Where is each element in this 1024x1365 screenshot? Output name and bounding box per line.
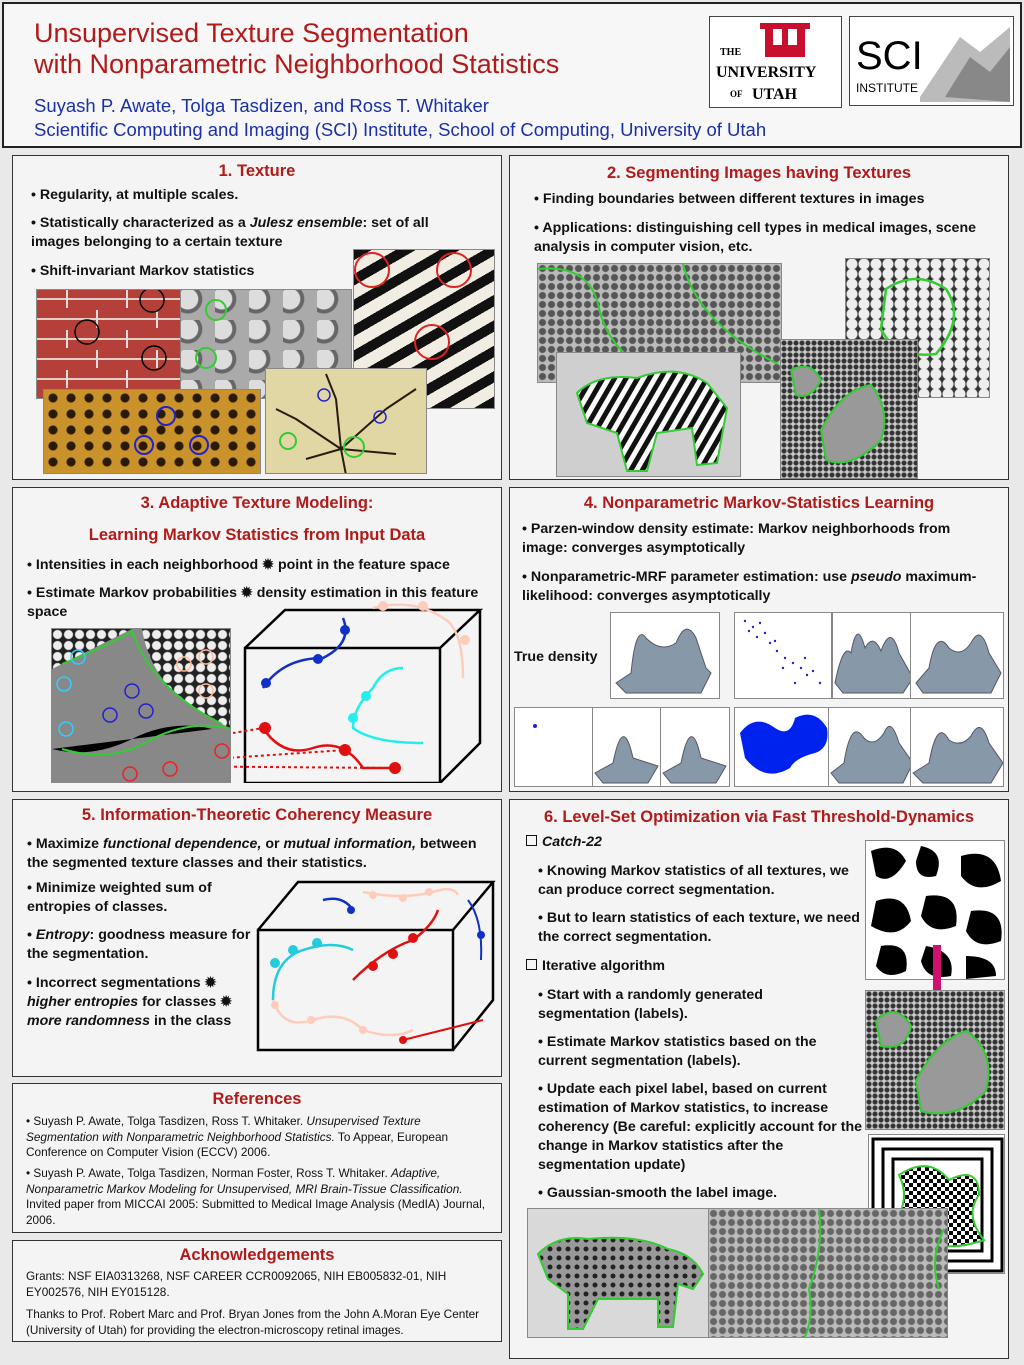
leopard-segmentation-image: [527, 1208, 712, 1338]
brick-texture-image: [36, 289, 189, 399]
logo-the: THE: [720, 47, 742, 58]
s5-b4a: • Incorrect segmentations: [27, 975, 205, 991]
ack-thanks: Thanks to Prof. Robert Marc and Prof. Bryan Jones from the John A.Moran Eye Center (University of Utah) for providing the electron-microscopy retinal images.: [26, 1307, 480, 1337]
reference-2: [26, 1166, 491, 1228]
s6-catch-bullet-1: • Knowing Markov statistics of all textures, we can produce correct segmentation.: [538, 863, 849, 898]
s4-b2-em: pseudo: [851, 569, 902, 585]
section-1-title: 1. Texture: [218, 162, 296, 180]
s5-b1-em1: functional dependence,: [102, 836, 262, 852]
s4-b2b: maximum-likelihood: converges asymptotically: [522, 569, 977, 604]
s5-bullet-4: [27, 974, 262, 1031]
university-of-utah-logo: [709, 16, 842, 108]
ref-2-authors: • Suyash P. Awate, Tolga Tasdizen, Norman Foster, Ross T. Whitaker.: [26, 1166, 391, 1180]
ref-2-title: Adaptive, Nonparametric Markov Modeling for Unsupervised, MRI Brain-Tissue Classification.: [26, 1166, 463, 1196]
cell-texture-segmentation-result: [708, 1208, 948, 1338]
authors: Suyash P. Awate, Tolga Tasdizen, and Ross T. Whitaker: [34, 95, 489, 116]
implies-icon: ✹: [262, 557, 275, 573]
acknowledgements-panel: [12, 1240, 502, 1342]
catch-22-heading: [526, 833, 602, 852]
segmentation-result-grass: [865, 990, 1005, 1130]
s4-bullet-2: [522, 568, 997, 606]
iterative-label: Iterative algorithm: [542, 958, 665, 974]
affiliation: Scientific Computing and Imaging (SCI) Institute, School of Computing, University of Utah: [34, 119, 767, 140]
header-panel: [2, 2, 1022, 148]
s5-b3-pre: •: [27, 927, 36, 943]
section-6-title: 6. Level-Set Optimization via Fast Threshold-Dynamics: [543, 808, 975, 826]
s5-bullet-1: [27, 835, 492, 873]
s1-b2-em: Julesz ensemble: [249, 215, 363, 231]
section-4-nonparametric-learning: [509, 487, 1009, 792]
zebras-segmentation-image: [556, 352, 741, 477]
section-6-level-set: [509, 799, 1009, 1359]
authors-block: [34, 94, 766, 142]
s3-b2a: • Estimate Markov probabilities: [27, 585, 241, 601]
gaussian-kernel-plot-1: [592, 707, 662, 787]
s5-b4-em2: more randomness: [27, 1013, 150, 1029]
grass-texture-segmentation-image: [780, 339, 918, 479]
s1-bullet-2: [31, 214, 441, 252]
s5-b4c: in the class: [150, 1013, 232, 1029]
logo-of: OF: [730, 89, 743, 99]
references-title: References: [212, 1090, 302, 1108]
s6-iter-bullet-3: • Update each pixel label, based on current estimation of Markov statistics, to increase coherency (Be careful: explicitly account for the change in Markov statistics after the segmentation update): [538, 1081, 863, 1173]
implies-icon: ✹: [220, 994, 233, 1010]
section-4-title: 4. Nonparametric Markov-Statistics Learning: [583, 494, 935, 512]
ref-2-venue: Invited paper from MICCAI 2005: Submitted to Medical Image Analysis (MedIA) Journal, 2006.: [26, 1197, 485, 1227]
s2-bullet-2: • Applications: distinguishing cell types in medical images, scene analysis in computer vision, etc.: [534, 220, 977, 255]
title-line-1: Unsupervised Texture Segmentation: [34, 18, 469, 48]
implies-icon: ✹: [240, 585, 253, 601]
s5-b4-em1: higher entropies: [27, 994, 139, 1010]
section-2-title: 2. Segmenting Images having Textures: [606, 164, 912, 182]
sample-scatter-plot-sparse: [734, 612, 832, 699]
ref-1-authors: • Suyash P. Awate, Tolga Tasdizen, Ross T. Whitaker.: [26, 1114, 307, 1128]
ack-grants: Grants: NSF EIA0313268, NSF CAREER CCR0092065, NIH EB005832-01, NIH EY002576, NIH EY015128.: [26, 1269, 447, 1299]
poster-title: [34, 18, 559, 80]
s2-bullet-1: • Finding boundaries between different textures in images: [534, 191, 925, 207]
estimated-density-plot-3: [828, 707, 914, 787]
s1-bullet-1: • Regularity, at multiple scales.: [31, 187, 239, 203]
branching-plant-image: [265, 368, 427, 474]
estimated-density-plot-1: [832, 612, 914, 699]
feature-space-cube-diagram: [233, 598, 498, 783]
checkbox-bullet-icon: [526, 835, 537, 846]
sci-institute-logo: [849, 16, 1014, 106]
s5-b4b: for classes: [138, 994, 221, 1010]
s3-b2b: density estimation in this feature space: [27, 585, 479, 620]
sample-scatter-plot-dense: [734, 707, 832, 787]
s1-bullet-3: • Shift-invariant Markov statistics: [31, 263, 255, 279]
ref-1-venue: To Appear, European Conference on Computer Vision (ECCV) 2006.: [26, 1129, 449, 1159]
leopard-texture-image: [43, 389, 261, 474]
s6-iter-bullet-2: • Estimate Markov statistics based on the current segmentation (labels).: [538, 1034, 817, 1069]
s3-b1a: • Intensities in each neighborhood: [27, 557, 263, 573]
s5-b1c: between the segmented texture classes and their statistics.: [27, 836, 477, 871]
s4-bullet-1: • Parzen-window density estimate: Markov neighborhoods from image: converges asymptotically: [522, 521, 951, 556]
references-panel: [12, 1083, 502, 1233]
s6-catch-bullet-2: • But to learn statistics of each texture, we need the correct segmentation.: [538, 910, 860, 945]
reference-1: [26, 1114, 491, 1161]
iterative-heading: [526, 957, 665, 976]
section-3-title-1: 3. Adaptive Texture Modeling:: [140, 494, 374, 512]
sci-mountain-icon: [850, 17, 1012, 105]
s5-b1b: or: [261, 836, 284, 852]
estimated-density-plot-2: [910, 612, 1004, 699]
s5-b3-em: Entropy: [35, 927, 90, 943]
s5-b3b: : goodness measure for the segmentation.: [27, 927, 251, 962]
logo-utah: UTAH: [752, 86, 798, 103]
s6-iter-bullet-1: • Start with a randomly generated segmentation (labels).: [538, 987, 763, 1022]
texture-neighborhood-sample-image: [51, 628, 231, 783]
entropy-cube-diagram: [253, 880, 498, 1055]
s5-b1-em2: mutual information,: [283, 836, 416, 852]
s3-bullet-1: [27, 556, 507, 575]
title-line-2: with Nonparametric Neighborhood Statistics: [34, 49, 560, 79]
single-sample-plot: [514, 707, 594, 787]
logo-sci: SCI: [856, 34, 923, 78]
estimated-density-plot-4: [910, 707, 1004, 787]
gaussian-kernel-plot-2: [660, 707, 730, 787]
acknowledgements-title: Acknowledgements: [179, 1246, 335, 1264]
s4-b2a: • Nonparametric-MRF parameter estimation: use: [522, 569, 851, 585]
checkbox-bullet-icon: [526, 959, 537, 970]
logo-institute: INSTITUTE: [856, 81, 918, 95]
section-5-title: 5. Information-Theoretic Coherency Measure: [81, 806, 433, 824]
ref-1-title: Unsupervised Texture Segmentation with Nonparametric Neighborhood Statistics.: [26, 1114, 421, 1144]
s1-b2a: • Statistically characterized as a: [31, 215, 250, 231]
section-2-segmenting: [509, 155, 1009, 480]
catch-22-label: Catch-22: [542, 834, 602, 850]
section-5-coherency: [12, 799, 502, 1077]
section-3-adaptive-modeling: [12, 487, 502, 792]
s1-b2b: : set of all images belonging to a certain texture: [31, 215, 429, 250]
s3-b1b: point in the feature space: [274, 557, 450, 573]
s5-bullet-3: [27, 926, 257, 964]
s5-b1a: • Maximize: [27, 836, 103, 852]
section-1-texture: [12, 155, 502, 480]
implies-icon: ✹: [204, 975, 217, 991]
logo-university: UNIVERSITY: [716, 64, 817, 81]
true-density-label: True density: [514, 649, 598, 665]
s6-iter-bullet-4: • Gaussian-smooth the label image.: [538, 1185, 778, 1201]
section-3-title-2: Learning Markov Statistics from Input Data: [88, 526, 426, 544]
true-density-plot: [610, 612, 720, 699]
utah-u-icon: [710, 17, 840, 107]
s5-bullet-2: • Minimize weighted sum of entropies of classes.: [27, 880, 212, 915]
